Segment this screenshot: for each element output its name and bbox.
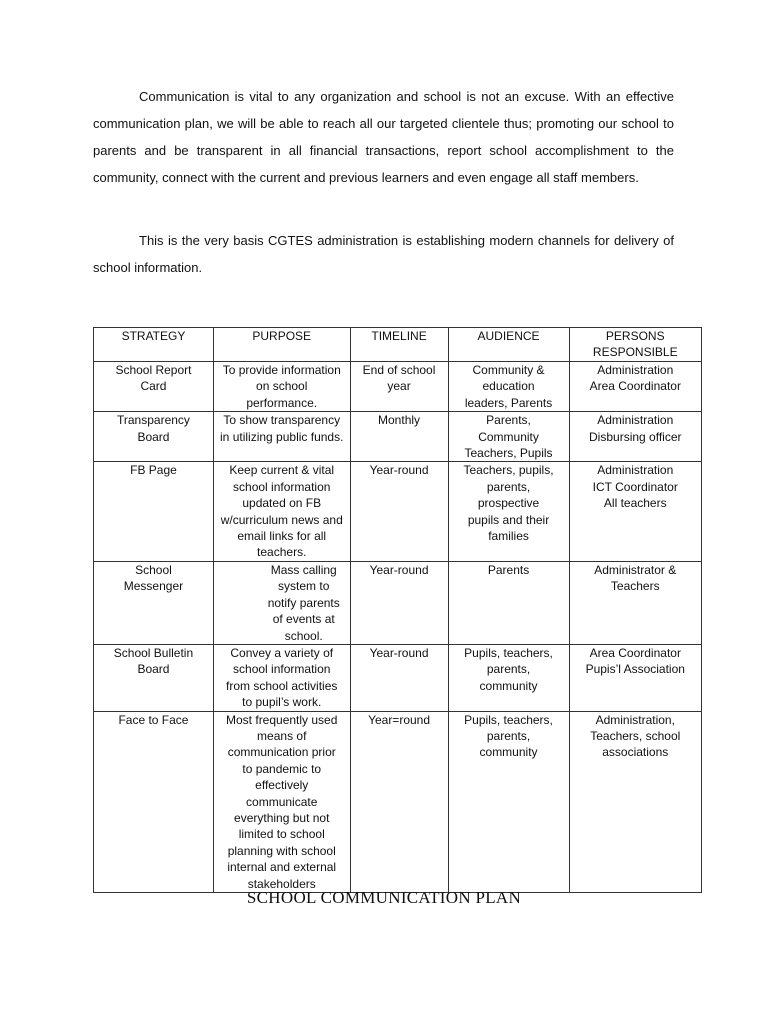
cell-persons: Administrator & Teachers	[569, 561, 701, 644]
table-row	[94, 711, 702, 892]
cell-purpose: To provide information on school performance.	[213, 362, 350, 412]
cell-audience: Parents, Community Teachers, Pupils	[448, 412, 569, 462]
cell-strategy: School Report Card	[94, 362, 214, 412]
cell-purpose: Keep current & vital school information updated on FB w/curriculum news and email links for all teachers.	[213, 462, 350, 561]
table-header-row	[94, 328, 702, 362]
table-row	[94, 412, 702, 462]
cell-timeline: Year=round	[350, 711, 448, 892]
header-audience: AUDIENCE	[448, 328, 569, 362]
cell-purpose: Most frequently used means of communication prior to pandemic to effectively communicate everything but not limited to school planning with school internal and external stakeholders	[213, 711, 350, 892]
cell-purpose: Mass calling system to notify parents of events at school.	[213, 561, 350, 644]
cell-purpose: To show transparency in utilizing public funds.	[213, 412, 350, 462]
cell-audience: Pupils, teachers, parents, community	[448, 711, 569, 892]
cell-audience: Community & education leaders, Parents	[448, 362, 569, 412]
cell-timeline: Year-round	[350, 462, 448, 561]
header-strategy: STRATEGY	[94, 328, 214, 362]
cell-timeline: Monthly	[350, 412, 448, 462]
communication-plan-table	[93, 327, 702, 893]
table-caption: SCHOOL COMMUNICATION PLAN	[246, 888, 522, 907]
intro-paragraph: Communication is vital to any organization and school is not an excuse. With an effective communication plan, we will be able to reach all our targeted clientele thus; promoting our school to parents and be transparent in all financial transactions, report school accomplishment to the community, connect with the current and previous learners and even engage all staff members.	[93, 89, 674, 185]
table-row	[94, 561, 702, 644]
cell-persons: Area Coordinator Pupis’l Association	[569, 644, 701, 711]
cell-persons: Administration Area Coordinator	[569, 362, 701, 412]
cell-audience: Teachers, pupils, parents, prospective pupils and their families	[448, 462, 569, 561]
header-timeline: TIMELINE	[350, 328, 448, 362]
cell-strategy: School Messenger	[94, 561, 214, 644]
cell-audience: Pupils, teachers, parents, community	[448, 644, 569, 711]
cell-timeline: End of school year	[350, 362, 448, 412]
basis-paragraph: This is the very basis CGTES administration is establishing modern channels for delivery of school information.	[93, 233, 674, 275]
cell-strategy: FB Page	[94, 462, 214, 561]
cell-timeline: Year-round	[350, 561, 448, 644]
cell-persons: Administration ICT Coordinator All teachers	[569, 462, 701, 561]
table-row	[94, 644, 702, 711]
cell-audience: Parents	[448, 561, 569, 644]
table-row	[94, 362, 702, 412]
table-row	[94, 462, 702, 561]
cell-strategy: Transparency Board	[94, 412, 214, 462]
cell-strategy: School Bulletin Board	[94, 644, 214, 711]
cell-strategy: Face to Face	[94, 711, 214, 892]
header-persons-responsible: PERSONS RESPONSIBLE	[569, 328, 701, 362]
cell-persons: Administration Disbursing officer	[569, 412, 701, 462]
cell-purpose: Convey a variety of school information from school activities to pupil’s work.	[213, 644, 350, 711]
cell-persons: Administration, Teachers, school associations	[569, 711, 701, 892]
cell-timeline: Year-round	[350, 644, 448, 711]
header-purpose: PURPOSE	[213, 328, 350, 362]
